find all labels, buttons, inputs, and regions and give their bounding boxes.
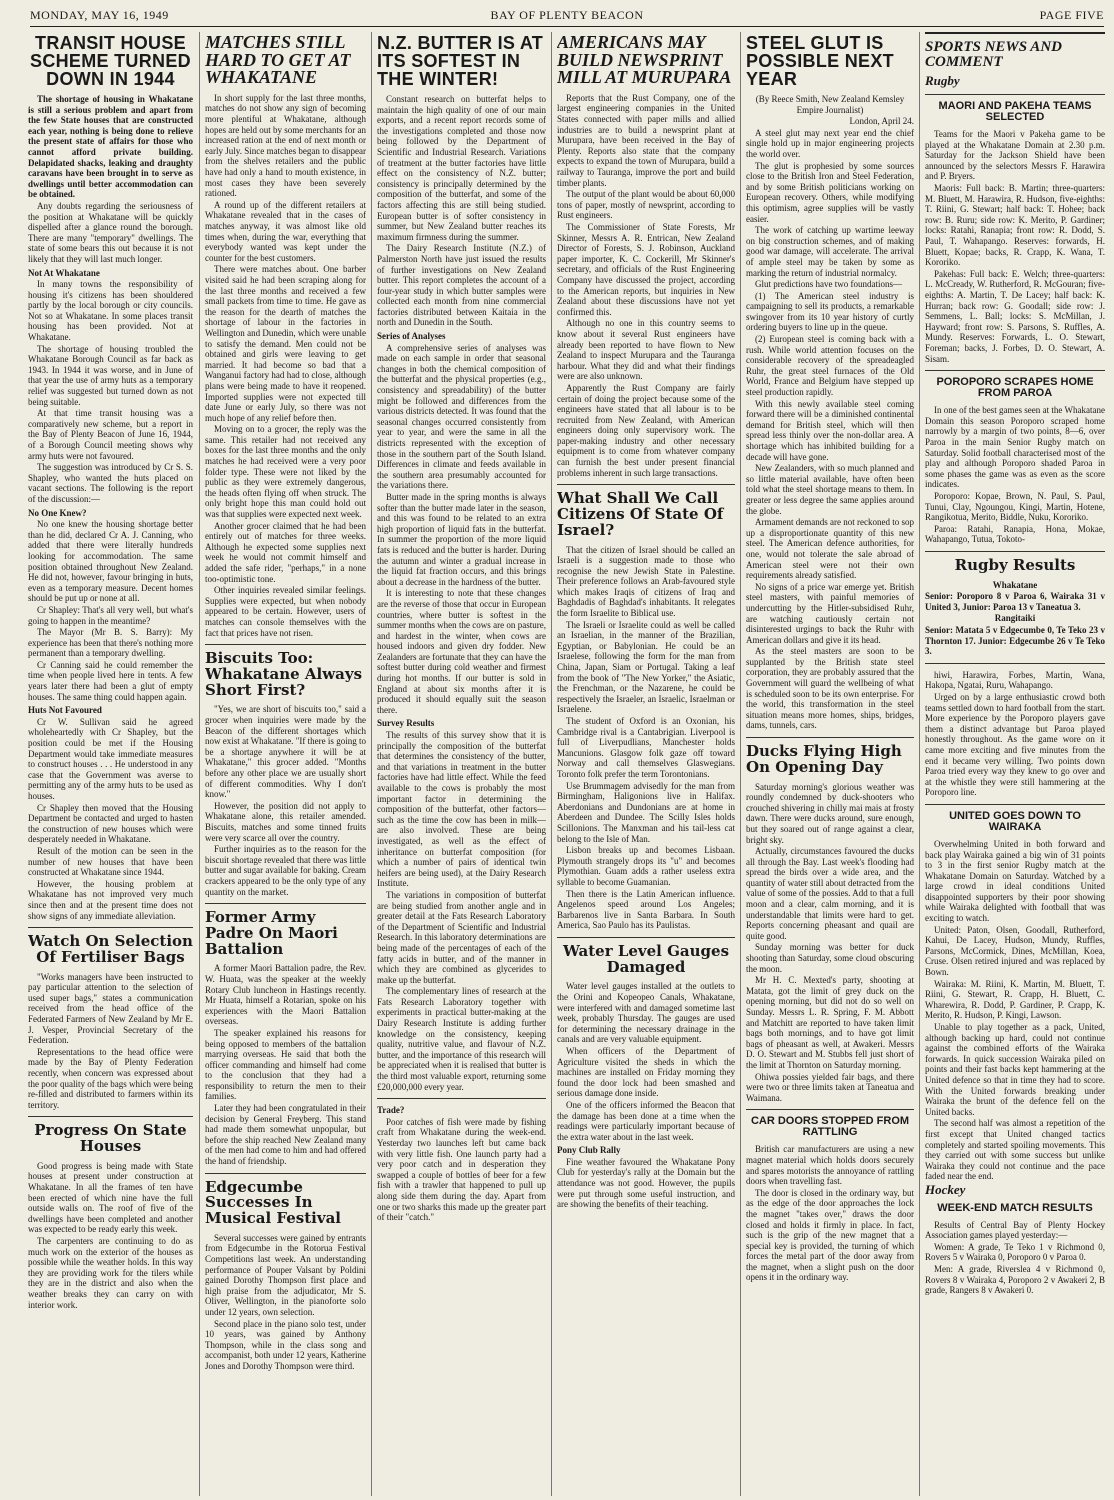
paragraph: The output of the plant would be about 60,000 tons of paper, mostly of newsprint, according to Rust engineers.	[557, 189, 735, 221]
dateline: London, April 24.	[849, 116, 914, 127]
divider	[28, 927, 193, 928]
column-rule	[551, 32, 552, 1496]
paragraph: The complementary lines of research at the Fats Research Laboratory together with experiments in practical butter-making at the Dairy Research Institute is adding further knowledge on the consistency, keeping quality, nutritive value, and flavour of N.Z. butter, and the importance of this research will be appreciated when it is realised that butter is the third most valuable export, returning some £20,000,000 every year.	[377, 986, 546, 1092]
paragraph: The shortage of housing troubled the Whakatane Borough Council as far back as 1943. In 1944 it was worse, and in June of that year the use of army huts as a temporary relief was suggested but turned down as not being suitable.	[28, 343, 193, 407]
paragraph: Apparently the Rust Company are fairly certain of doing the project because some of the engineers have stated that all labour is to be recruited from New Zealand, with American engineers doing only supervisory work. The paper-making industry and other necessary equipment is to come from whatever company can furnish the best under present financial problems inherent in such large transactions.	[557, 382, 735, 478]
subheading: Huts Not Favoured	[28, 705, 102, 716]
paragraph: Mr H. C. Mexted's party, shooting at Matata, got the limit of grey duck on the opening morning, but did not do so well on Sunday. Messrs L. R. Spring, F. M. Abbott and Matchitt are reported to have taken limit bags both mornings, and to have got limit bags of pheasant as well, at Awakeri. Messrs D. O. Stewart and M. Stubbs fell just short of the limit at Thornton on Saturday morning.	[746, 975, 914, 1070]
masthead	[30, 4, 1104, 27]
paragraph: Actually, circumstances favoured the ducks all through the Bay. Last week's flooding had spread the birds over a wide area, and the quantity of water still about detracted from the value of some of the possies. Add to that a full moon and a clear, calm morning, and it is understandable that limits were hard to get. Reports concerning pheasant and quail are quite good.	[746, 846, 914, 941]
paragraph: No signs of a price war emerge yet. British steel masters, with painful memories of undercutting by the Hitler-subsidised Ruhr, are watching cautiously certain not disinterested urgings to back the Ruhr with American dollars and give it its head.	[746, 581, 914, 645]
paragraph: Representations to the head office were made by the Bay of Plenty Federation recently, when concern was expressed about the poor quality of the bags which were being re-filled and distributed to farmers within its territory.	[28, 1046, 193, 1110]
headline-steel-glut: STEEL GLUT IS POSSIBLE NEXT YEAR	[746, 33, 894, 89]
subheading: No One Knew?	[28, 507, 87, 518]
results-region: Whakatane	[992, 579, 1038, 590]
column-rule	[371, 32, 372, 1496]
paragraph: Then there is the Latin American influence. Angelenos speed around Los Angeles; Barbarenos live in Santa Barbara. In South America, Sao Paulo has its Paulistas.	[557, 888, 735, 931]
headline-matches: MATCHES STILL HARD TO GET AT WHAKATANE	[205, 32, 351, 88]
paragraph: In short supply for the last three months, matches do not show any sign of becoming more plentiful at Whakatane, although hopes are held out by some merchants for an increased ration at the end of next month or early July. Since matches began to disappear from the shelves retailers and the public have had only a hand to mouth existence, in most cases they have been severely rationed.	[205, 92, 366, 199]
paragraph: The suggestion was introduced by Cr S. S. Shapley, who wanted the huts placed on vacant sections. The following is the report of the discussion:—	[28, 462, 193, 504]
paragraph: However, the position did not apply to Whakatane alone, this retailer amended. Biscuits, matches and some tinned fruits were very scarce all over the country.	[205, 800, 366, 843]
divider	[205, 1173, 366, 1174]
subheading: Not At Whakatane	[28, 267, 100, 278]
paragraph: Maoris: Full back: B. Martin; three-quarters: M. Bluett, M. Harawira, R. Hudson, five-eighths: T. Riini, G. Stewart; half back: T. Hohee; back row: B. Ruru; side row: K. Merito, P. Gardiner; locks: Ratahi, Ranapia; front row: R. Dodd, S. Paul, T. Wahapango. Reserves: forwards, H. Bluett, Kopae; backs, R. Crapp, K. Wana, T. Kororiko.	[925, 183, 1105, 268]
paragraph: Moving on to a grocer, the reply was the same. This retailer had not received any boxes for the last three months and the only matches he had received were a very poor folder type. These were not liked by the public as they were extremely dangerous, the heads often flying off when struck. The only bright hope this man could hold out was that supplies were expected next week.	[205, 424, 366, 520]
paragraph: Reports that the Rust Company, one of the largest engineering companies in the United States connected with paper mills and allied industries are to build a newsprint plant at Murupara, have been received in the Bay of Plenty. Reports also state that the company expects to expand the town of Murupara, build a railway to Tauranga, improve the port and build timber plants.	[557, 92, 735, 188]
paragraph: Butter made in the spring months is always softer than the butter made later in the season, and this was found to be related to an extra high proportion of liquid fats in the butterfat. In summer the proportion of the more liquid fats is reduced and the butter is harder. During the autumn and winter a gradual increase in the liquid fat fraction occurs, and this brings about a decrease in the hardness of the butter.	[377, 491, 546, 587]
paragraph: The results of this survey show that it is principally the composition of the butterfat that determines the consistency of the butter, and that variations in treatment in the butter factories have had little effect. While the feed available to the cows is probably the most important factor in determining the composition of the butterfat, other factors—such as the time the cow has been in milk—are also involved. These are being investigated, as well as the effect of inheritance on butterfat composition (for which a number of pairs of identical twin heifers are being used), at the Dairy Research Institute.	[377, 730, 546, 889]
paragraph: When officers of the Department of Agriculture visited the sheds in which the machines are installed on Friday morning they found the door lock had been smashed and serious damage done inside.	[557, 1045, 735, 1099]
subheading: Series of Analyses	[377, 331, 446, 342]
subheading: Pony Club Rally	[557, 1145, 621, 1156]
paragraph: hiwi, Harawira, Forbes, Martin, Wana, Hakopa, Ngatai, Ruru, Wahapango.	[925, 669, 1105, 691]
paragraph: A steel glut may next year end the chief single hold up in major engineering projects the world over.	[746, 127, 914, 159]
paragraph: The Dairy Research Institute (N.Z.) of Palmerston North have just issued the results of further investigations on New Zealand butter. This report completes the account of a four-year study in which butter samples were collected each month from nine commercial factories distributed between Kaitaia in the north and Dunedin in the South.	[377, 243, 546, 328]
column-4	[557, 32, 735, 1500]
paragraph: That the citizen of Israel should be called an Israeli is a suggestion made to those who recognise the new Jewish State in Palestine. Their preference follows an Arab-favoured style which makes Iraqis of citizens of Iraq and Baghdadis of Baghdad's inhabitants. It relegates the form Israelite to Biblical use.	[557, 544, 735, 619]
column-2	[205, 32, 366, 1500]
divider	[925, 551, 1105, 552]
results-region: Rangitaiki	[994, 613, 1036, 624]
paragraph: Wairaka: M. Riini, K. Martin, M. Bluett, T. Riini, G. Stewart, R. Crapp, H. Bluett, C. Wharewira, R. Dodd, P. Gardiner, P. Crapp, K. Merito, R. Hudson, P. Kingi, Lawson.	[925, 978, 1105, 1021]
sports-section-header	[925, 32, 1105, 88]
paragraph: However, the housing problem at Whakatane has not improved very much since then and at the present time does not show signs of any immediate alleviation.	[28, 878, 193, 921]
paragraph: Results of Central Bay of Plenty Hockey Association games played yesterday:—	[925, 1219, 1105, 1241]
paragraph: United: Paton, Olsen, Goodall, Rutherford, Kahui, De Lacey, Hudson, Mundy, Ruffles, Parsons, McCormick, Dines, McMillan, Koea, Cruse. Olsen retired injured and was replaced by Bown.	[925, 924, 1105, 978]
paragraph: In many towns the responsibility of housing it's citizens has been shouldered partly by the local borough or city councils. Not so at Whakatane. In some places transit housing has been provided. Not at Whakatane.	[28, 279, 193, 343]
paragraph: A comprehensive series of analyses was made on each sample in order that seasonal changes in both the chemical composition of the butterfat and the physical properties (e.g., consistency and spreadability) of the butter might be followed and differences from the various districts detected. It was found that the seasonal changes occurred consistently from year to year, and were the same in all the districts represented with the exception of those in the southern part of the South Island. Differences in climate and feeds available in the southern area presumably accounted for the variations there.	[377, 342, 546, 491]
divider	[205, 903, 366, 904]
paragraph: Women: A grade, Te Teko 1 v Richmond 0, Rovers 5 v Wairaka 0, Poroporo 0 v Paroa 0.	[925, 1241, 1105, 1263]
column-rule	[740, 32, 741, 1496]
paragraph: As the steel masters are soon to be supplanted by the British state steel corporation, they are probably assured that the Government will guard the wellbeing of what is scheduled soon to be its own enterprise. For the world, this transformation in the steel situation means more homes, ships, bridges, dams, tunnels, cars.	[746, 646, 914, 731]
headline-newsprint-mill: AMERICANS MAY BUILD NEWSPRINT MILL AT MURUPARA	[557, 32, 732, 88]
headline-ducks: Ducks Flying High On Opening Day	[746, 742, 902, 776]
byline: (By Reece Smith, New Zealand Kemsley Empire Journalist)	[755, 94, 905, 115]
paragraph: The glut is prophesied by some sources close to the British Iron and Steel Federation, and by some British politicians working on European recovery. Others, while modifying this optimism, agree supplies will be vastly easier.	[746, 160, 914, 224]
paragraph: Poroporo: Kopae, Brown, N. Paul, S. Paul, Tunui, Clay, Ngoungou, Kingi, Martin, Hotene, Rangikotua, Merito, Biddle, Nuku, Kororiko.	[925, 490, 1105, 523]
paragraph: Ohiwa possies yielded fair bags, and there were two or three limits taken at Taneatua and Waimana.	[746, 1071, 914, 1103]
paragraph: Other inquiries revealed similar feelings. Supplies were expected, but when nobody appeared to be certain. However, users of matches can console themselves with the fact that prices have not risen.	[205, 585, 366, 638]
paragraph: Poor catches of fish were made by fishing craft from Whakatane during the week-end. Yesterday two launches left but came back with very little fish. One launch party had a very poor catch and in desperation they swapped a couple of bottles of beer for a few fish with a trawler that happened to pull up along side them during the day. Apart from one or two sharks this made up the greater part of their "catch."	[377, 1116, 546, 1223]
paragraph: Teams for the Maori v Pakeha game to be played at the Whakatane Domain at 2.30 p.m. Saturday for the Jackson Shield have been announced by the selectors Messrs F. Harawira and P. Bryers.	[925, 129, 1105, 182]
divider	[925, 804, 1105, 805]
paragraph: Fine weather favoured the Whakatane Pony Club for yesterday's rally at the Domain but the attendance was not good. However, the pupils were put through some useful instruction, and are showing the benefits of their teaching.	[557, 1156, 735, 1210]
paragraph: Overwhelming United in both forward and back play Wairaka gained a big win of 31 points to 3 in the first senior Rugby match at the Whakatane Domain on Saturday. Watched by a large crowd in ideal conditions United disappointed supporters by their poor showing while Wairaka delighted with football that was exciting to watch.	[925, 838, 1105, 924]
paragraph: A round up of the different retailers at Whakatane revealed that in the cases of matches anyway, it was almost like old times when, during the war, everything that everybody wanted was kept under the counter for the best customers.	[205, 199, 366, 263]
divider	[377, 1098, 546, 1099]
paragraph: Another grocer claimed that he had been entirely out of matches for three weeks. Although he expected some supplies next week he would not commit himself and added the safe rider, "perhaps," in a none too-optimistic tone.	[205, 520, 366, 584]
headline-biscuits: Biscuits Too: Whakatane Always Short First?	[205, 649, 363, 699]
paragraph: New Zealanders, with so much planned and so little material available, have often been told what the steel shortage means to them. In greater or less degree the same applies around the globe.	[746, 463, 914, 516]
column-rule	[199, 32, 200, 1496]
paragraph: (1) The American steel industry is campaigning to sell its products, a remarkable swingover from its 10 year history of curtly ordering buyers to line up in the queue.	[746, 290, 914, 333]
paragraph: Use Brummagem advisedly for the man from Birmingham, Haligonions live in Halifax. Aberdonians and Dundonians are at home in Aberdeen and Dundee. The Scilly Isles holds Scillonions. The Manxman and his tail-less cat belong to the Isle of Man.	[557, 780, 735, 844]
paragraph: The student of Oxford is an Oxonian, his Cambridge rival is a Cantabrigian. Liverpool is full of Liverpudlians, Manchester holds Mancunions. Glasgow folk gaze off toward Norway and call themselves Glaswegians. Toronto folk prefer the term Torontonians.	[557, 716, 735, 779]
paragraph: "Works managers have been instructed to pay particular attention to the selection of used super bags," states a communication received from the head office of the Federated Farmers of New Zealand by Mr E. J. Vesper, Provincial Secretary of the Federation.	[28, 971, 193, 1046]
paragraph: Constant research on butterfat helps to maintain the high quality of one of our main exports, and a recent report records some of the investigations completed and those now being followed by the Department of Scientific and Industrial Research. Variations of treatment at the butter factories have little effect on the consistency of N.Z. butter; consistency is principally determined by the composition of the butterfat, and some of the factors affecting this are still being studied. European butter is of softer consistency in summer, but New Zealand butter reaches its maximum firmness during the summer.	[377, 94, 546, 242]
divider	[925, 94, 1105, 95]
paragraph: The Commissioner of State Forests, Mr Skinner, Messrs A. R. Entrican, New Zealand Director of Forests, S. J. Robinson, Auckland paper importer, K. C. Cockerill, Mr Skinner's secretary, and officials of the Rust Engineering Company have discussed the project, according to the American reports, but inquiries in New Zealand about these discussions have not yet confirmed this.	[557, 222, 735, 317]
column-1	[28, 32, 193, 1500]
paragraph: In one of the best games seen at the Whakatane Domain this season Poroporo scraped home narrowly by a margin of two points, 8—6, over Paroa in the main Senior Rugby match on Saturday. Solid football characterised most of the play and although Poroporo shaded Paroa in some phases the game was as even as the score indicates.	[925, 405, 1105, 490]
results-line: Senior: Matata 5 v Edgecumbe 0, Te Teko 23 v Thornton 17. Junior: Edgecumbe 26 v Te Teko 3.	[925, 625, 1105, 657]
paragraph: Cr W. Sullivan said he agreed wholeheartedly with Cr Shapley, but the position could be met if the Housing Department would take immediate measures to construct houses . . . He understood in any case that the Government was averse to permitting any of the army huts to be used as houses.	[28, 716, 193, 801]
paragraph: The Israeli or Israelite could as well be called an Israelian, in the manner of the Brazilian, Egyptian, or Babylonian. He could be an Israelese, following the form for the man from China, Japan, Siam or Portugal. Taking a leaf from the book of "The New Yorker," the Asiatic, the Frenchman, or the Nazarene, he could be respectively the Israeler, an Israelic, Israelman or Israelene.	[557, 619, 735, 715]
paragraph: Sunday morning was better for duck shooting than Saturday, some cloud obscuring the moon.	[746, 942, 914, 974]
column-5	[746, 32, 914, 1500]
divider	[557, 937, 735, 938]
paragraph: Further inquiries as to the reason for the biscuit shortage revealed that there was little butter and sugar available for baking. Cream crackers appeared to be the only type of any quantity on the market.	[205, 844, 366, 897]
paragraph: Saturday morning's glorious weather was roundly condemned by duck-shooters who crouched shivering in chilly mai mais at frosty dawn. There were ducks around, sure enough, but they soared out of range against a clear, bright sky.	[746, 781, 914, 845]
paragraph: Pakehas: Full back: E. Welch; three-quarters: L. McCready, W. Rutherford, R. McGouran; five-eighths: A. Martin, T. De Lacey; half back: K. Hurran; back row: G. Goodall; side row: J. Semmens, L. Ball; locks: S. McMillan, J. Hayward; front row: S. Parsons, S. Ruffles, A. Mundy. Reserves: Forwards, L. O. Stewart, Foreman; backs, J. Forbes, D. O. Stewart, A. Sisam.	[925, 268, 1105, 364]
paragraph: Men: A grade, Riverslea 4 v Richmond 0, Rovers 8 v Wairaka 4, Poroporo 2 v Awakeri 2, B grade, Rangers 8 v Awakeri 0.	[925, 1264, 1105, 1296]
paragraph: One of the officers informed the Beacon that the damage has been done at a time when the readings were particularly important because of the extra water about in the last week.	[557, 1099, 735, 1142]
divider	[557, 484, 735, 485]
headline-united-wairaka: UNITED GOES DOWN TO WAIRAKA	[949, 809, 1081, 833]
paragraph: Lisbon breaks up and becomes Lisbaan. Plymouth strangely drops its "u" and becomes Plymothian. Guam adds a rather useless extra syllable to become Guamanian.	[557, 845, 735, 887]
paragraph: The speaker explained his reasons for being opposed to members of the battalion marrying overseas. He said that both the officer commanding and himself had come to the conclusion that they had a responsibility to return the men to their families.	[205, 1027, 366, 1102]
column-3	[377, 32, 546, 1500]
divider	[746, 737, 914, 738]
paragraph: Cr Shapley: That's all very well, but what's going to happen in the meantime?	[28, 604, 193, 626]
paragraph: Although no one in this country seems to know about it several Rust engineers have already been reported to have flown to New Zealand to inspect Murupara and the Tauranga harbour. What they did and what their findings were are also unknown.	[557, 318, 735, 382]
paragraph: Glut predictions have two foundations—	[755, 279, 902, 290]
paragraph: Later they had been congratulated in their decision by General Freyberg. This stand had made them somewhat unpopular, but before the ship reached New Zealand many of the men had come to him and had offered the hand of friendship.	[205, 1103, 366, 1167]
paragraph: Water level gauges installed at the outlets to the Orini and Kopeopeo Canals, Whakatane, were interfered with and damaged sometime last week, probably Thursday. The gauges are used for determining the necessary drainage in the canals and are very valuable equipment.	[557, 981, 735, 1045]
lead-paragraph: The shortage of housing in Whakatane is still a serious problem and apart from the few State houses that are constructed each year, nothing is being done to relieve the present state of affairs for those who cannot afford private building. Delapidated shacks, leaking and draughty caravans have been brought in to serve as dwellings until better accommodation can be obtained.	[28, 94, 193, 200]
divider	[28, 1116, 193, 1117]
paragraph: At that time transit housing was a comparatively new scheme, but a report in the Bay of Plenty Beacon of June 16, 1944, of a Borough Council meeting shows why army huts were not favoured.	[28, 408, 193, 461]
rugby-results-box	[925, 555, 1105, 657]
subheading: Trade?	[377, 1105, 405, 1116]
paragraph: Cr Canning said he could remember the time when people lived here in tents. A few years later there had been a glut of empty houses. The same thing could happen again.	[28, 659, 193, 702]
headline-car-doors: CAR DOORS STOPPED FROM RATTLING	[750, 1115, 910, 1139]
paragraph: Any doubts regarding the seriousness of the position at Whakatane will be quickly dispelled after a glance round the borough. There are many "temporary" dwellings. The state of some bears this out because it is not likely that they will last much longer.	[28, 200, 193, 264]
paragraph: The variations in composition of butterfat are being studied from another angle and in greater detail at the Fats Research Laboratory of the Department of Scientific and Industrial Research. In this laboratory determinations are being made of the percentages of each of the fatty acids in butter, and of the manner in which they are combined as glycerides to make up the butterfat.	[377, 889, 546, 985]
paragraph: "Yes, we are short of biscuits too," said a grocer when inquiries were made by the Beacon of the different shortages which now exist at Whakatane. "If there is going to be a shortage anywhere it will be at Whakatane," this grocer added. "Months before any other place we are usually short of different commodities. Why I don't know."	[205, 704, 366, 800]
headline-maori-pakeha: MAORI AND PAKEHA TEAMS SELECTED	[938, 100, 1092, 124]
paragraph: British car manufacturers are using a new magnet material which holds doors securely and spares motorists the annoyance of rattling doors when travelling fast.	[746, 1144, 914, 1187]
headline-butter: N.Z. BUTTER IS AT ITS SOFTEST IN THE WINTER!	[377, 33, 544, 89]
paragraph: A former Maori Battalion padre, the Rev. W. Huata, was the speaker at the weekly Rotary Club luncheon in Hastings recently. Mr Huata, himself a Rotarian, spoke on his experiences with the Maori Battalion overseas.	[205, 963, 366, 1027]
headline-edgecumbe: Edgecumbe Successes In Musical Festival	[205, 1177, 342, 1228]
headline-fertiliser-bags: Watch On Selection Of Fertiliser Bags	[28, 932, 193, 966]
paragraph: It is interesting to note that these changes are the reverse of those that occur in European countries, where butter is softest in the summer months when the cows are on pasture, and hardest in the winter, when cows are housed indoors and given dry fodder. New Zealanders are fortunate that they can have the softest butter during cold weather and firmest during hot months. If our butter is sold in England at about six months after it is produced it should equally suit the season there.	[377, 588, 546, 715]
headline-water-gauges: Water Level Gauges Damaged	[562, 941, 730, 976]
headline-state-houses: Progress On State Houses	[34, 1121, 187, 1156]
headline-israel: What Shall We Call Citizens Of State Of Israel?	[557, 489, 724, 539]
column-6-sports	[925, 32, 1105, 1500]
paragraph: (2) European steel is coming back with a rush. While world attention focuses on the considerable recovery of the spreadeagled Ruhr, the great steel furnaces of the Old World, France and Belgium have stepped up steel production rapidly.	[746, 334, 914, 398]
paragraph: The second half was almost a repetition of the first except that United changed tactics completely and started spoiling movements. This they carried out with some success but unlike Wairaka they could not continue and the pace faded near the end.	[925, 1118, 1105, 1182]
subheading: Survey Results	[377, 718, 435, 729]
paragraph: The Mayor (Mr B. S. Barry): My experience has been that there's nothing more permanent than a temporary dwelling.	[28, 627, 193, 659]
results-line: Senior: Poroporo 8 v Paroa 6, Wairaka 31 v United 3, Junior: Paroa 13 v Taneatua 3.	[925, 591, 1105, 612]
headline-poroporo: POROPORO SCRAPES HOME FROM PAROA	[936, 376, 1094, 400]
rugby-label: Rugby	[925, 73, 960, 89]
sports-section-title: SPORTS NEWS AND COMMENT	[925, 39, 1062, 70]
headline-transit-house: TRANSIT HOUSE SCHEME TURNED DOWN IN 1944	[30, 33, 191, 89]
page-number: PAGE FIVE	[1039, 8, 1104, 22]
divider	[746, 1109, 914, 1110]
column-rule	[919, 32, 920, 1496]
paragraph: The door is closed in the ordinary way, but as the edge of the door approaches the lock the magnet "takes over," draws the door closed and holds it firmly in place. In fact, such is the grip of the new magnet that a special key is provided, the turning of which forces the metal part of the door away from the magnet, when a slight push on the door opens it in the ordinary way.	[746, 1187, 914, 1283]
paragraph: Second place in the piano solo test, under 10 years, was gained by Anthony Thompson, while in the class song and accompanist, both under 12 years, Katherine Jones and Dorothy Thompson were third.	[205, 1318, 366, 1371]
headline-army-padre: Former Army Padre On Maori Battalion	[205, 908, 338, 958]
paragraph: Urged on by a large enthusiastic crowd both teams settled down to hard football from the start. More experience by the Poroporo players gave them a distinct advantage but Paroa played honestly throughout. As the game wore on it came more exciting and five minutes from the end it became very willing. Two points down Paroa tried every way they knew to go over and at the whistle they were still hammering at the Poroporo line.	[925, 691, 1105, 798]
rugby-results-title: Rugby Results	[954, 555, 1076, 574]
divider	[205, 644, 366, 645]
divider	[925, 663, 1105, 664]
issue-date: MONDAY, MAY 16, 1949	[30, 8, 169, 22]
paragraph: There were matches about. One barber visited said he had been scraping along for the last three months and received a few small packets from time to time. He gave as the reason for the dearth of matches the shortage of labour in the factories in Wellington and Dunedin, which were unable to satisfy the demand. Men could not be obtained and girls were leaving to get married. It had become so bad that a Wanganui factory had had to close, although plans were being made to have it reopened. Imported supplies were not expected till date June or early July, so there was not much hope of any relief before then.	[205, 264, 366, 423]
paragraph: With this newly available steel coming forward there will be a diminished continental demand for British steel, which will then spread less thinly over the non-dollar area. A shortage which has inhibited building for a decade will have gone.	[746, 398, 914, 462]
paragraph: The work of catching up wartime leeway on big construction schemes, and of making good war damage, will accelerate. The arrival of ample steel may be taken by some as marking the return of industrial normalcy.	[746, 225, 914, 278]
paper-name: BAY OF PLENTY BEACON	[490, 8, 644, 22]
hockey-label: Hockey	[925, 1181, 966, 1197]
paragraph: No one knew the housing shortage better than he did, declared Cr A. J. Canning, who added that there were literally hundreds looking for accommodation. The same position obtained throughout New Zealand. He did not, however, favour bringing in huts, even as a temporary measure. Decent homes should be put up or none at all.	[28, 519, 193, 604]
paragraph: Armament demands are not reckoned to sop up a disproportionate quantity of this new steel. The American defence authorities, for one, would not tolerate the sale abroad of American steel were not their own requirements already satisfied.	[746, 517, 914, 581]
paragraph: Result of the motion can be seen in the number of new houses that have been constructed at Whakatane since 1944.	[28, 845, 193, 878]
paragraph: Cr Shapley then moved that the Housing Department be contacted and urged to hasten the construction of new houses which were desperately needed in Whakatane.	[28, 802, 193, 845]
headline-hockey-results: WEEK-END MATCH RESULTS	[937, 1201, 1093, 1214]
divider	[925, 370, 1105, 371]
paragraph: Paroa: Ratahi, Ranapia, Hona, Mokae, Wahapango, Tutua, Tokoto-	[925, 523, 1105, 545]
paragraph: The carpenters are continuing to do as much work on the exterior of the houses as possible while the weather holds. In this way they are providing work for the tilers while they are in the district and also when the weather breaks they can carry on with interior work.	[28, 1236, 193, 1310]
paragraph: Unable to play together as a pack, United, although backing up hard, could not continue against the combined efforts of the Wairaka forwards. In quick succession Wairaka piled on points and their fast backs kept hammering at the United defence so that in time they had to score. With the United forwards breaking under Wairaka the brunt of the defence fell on the United backs.	[925, 1022, 1105, 1117]
paragraph: Several successes were gained by entrants from Edgecumbe in the Rotorua Festival Competitions last week. An understanding performance of Pouper Valsant by Poldini gained Dorothy Thompson first place and high praise from the adjudicator, Mr S. Oliver, Wellington, in the pianoforte solo under 12 years, own selection.	[205, 1232, 366, 1318]
paragraph: Good progress is being made with State houses at present under construction at Whakatane. In all the frames of ten have been erected of which nine have the full outside walls on. The roof of five of the dwellings have been completed and another was expected to be ready early this week.	[28, 1160, 193, 1235]
